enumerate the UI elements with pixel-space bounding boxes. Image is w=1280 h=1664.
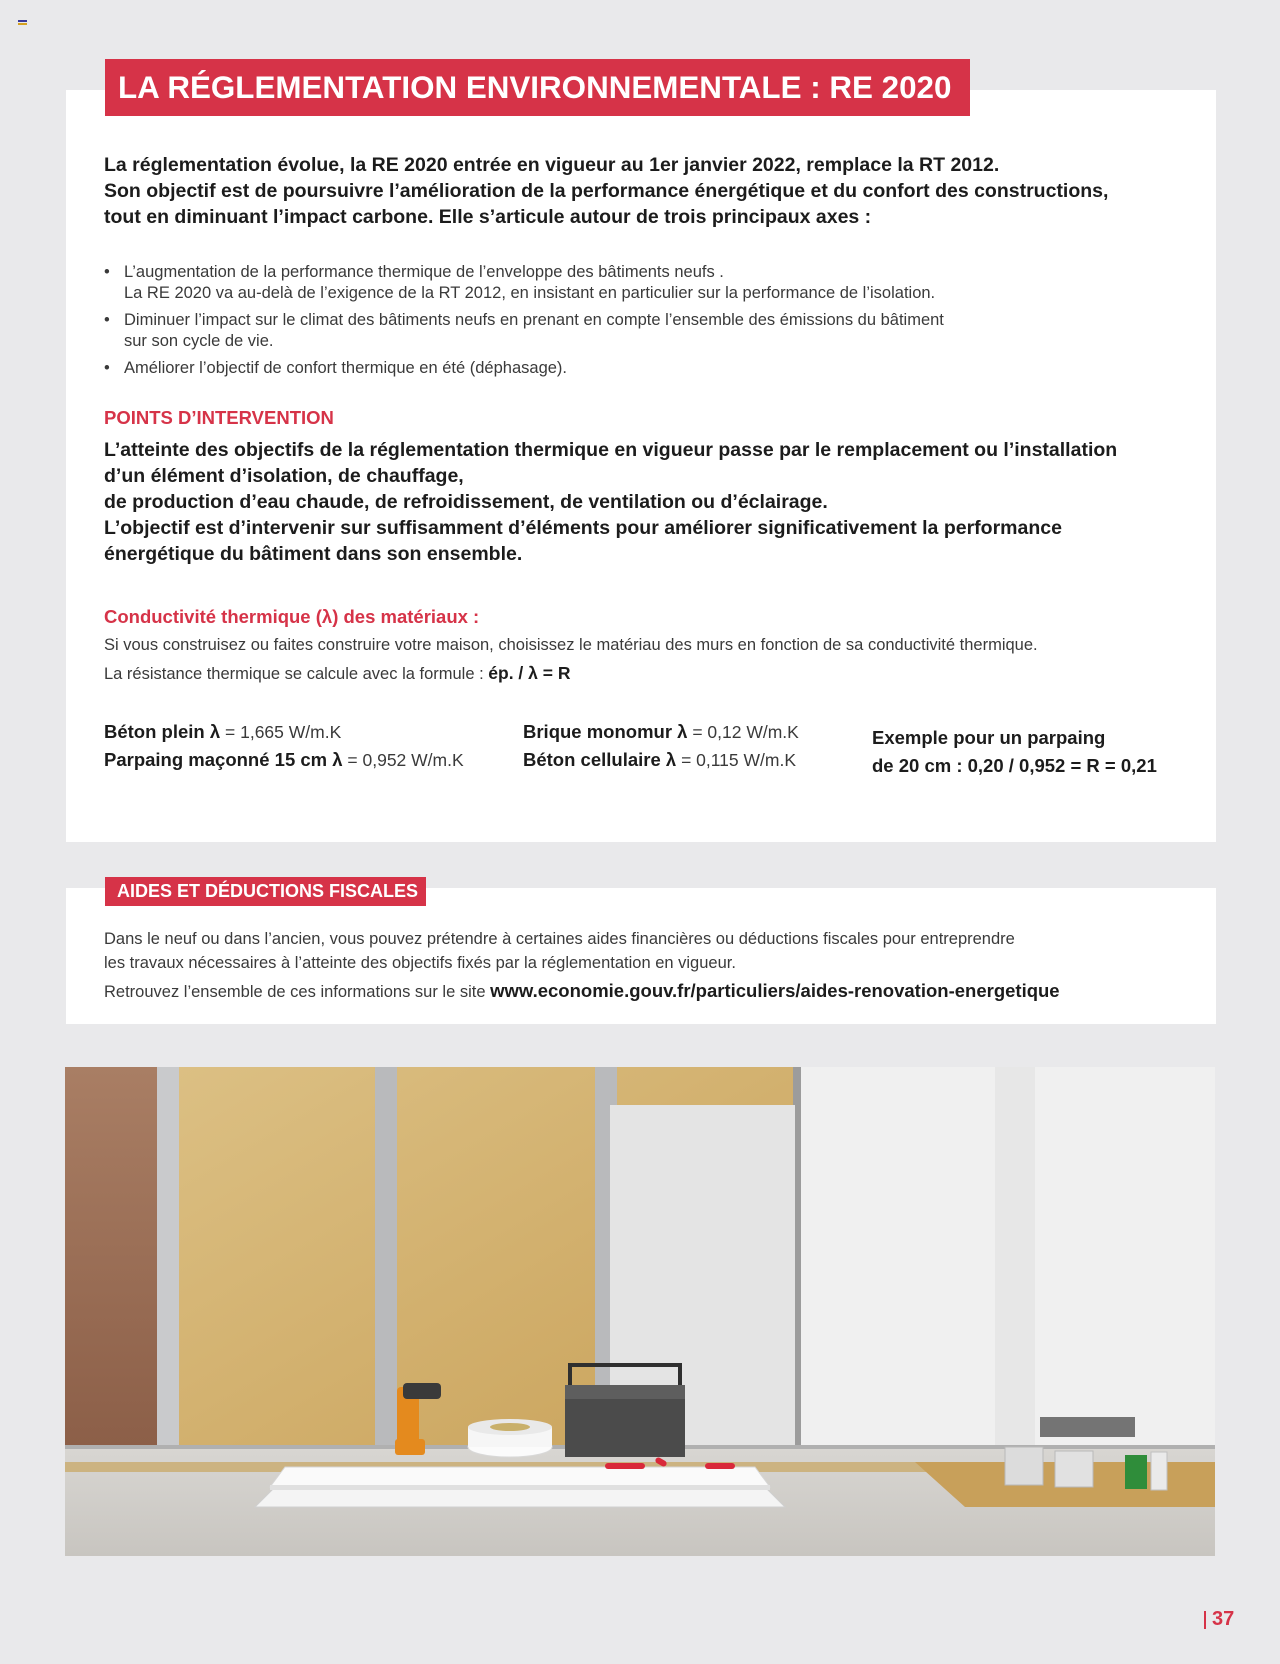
points-line: de production d’eau chaude, de refroidissement, de ventilation ou d’éclairage.: [104, 491, 828, 513]
material-name: Béton plein λ: [104, 721, 221, 742]
intro-line: Son objectif est de poursuivre l’amélioration de la performance énergétique et du confort des constructions,: [104, 180, 1109, 202]
material-beton-cellulaire: [523, 749, 796, 771]
construction-photo: [65, 1067, 1215, 1556]
example-line: de 20 cm : 0,20 / 0,952 = R = 0,21: [872, 755, 1157, 776]
menu-icon[interactable]: [18, 20, 27, 27]
points-line: d’un élément d’isolation, de chauffage,: [104, 465, 464, 487]
intro-paragraph: [104, 152, 1184, 230]
axis-line: • Améliorer l’objectif de confort thermique en été (déphasage).: [124, 359, 567, 377]
formula-line: [104, 663, 570, 684]
aides-heading: AIDES ET DÉDUCTIONS FISCALES: [105, 877, 426, 906]
list-item: [104, 358, 1104, 379]
material-value: = 1,665 W/m.K: [220, 722, 342, 742]
list-item: [104, 262, 1104, 303]
aides-line: Dans le neuf ou dans l’ancien, vous pouvez prétendre à certaines aides financières ou déductions fiscales pour entreprendre: [104, 930, 1015, 948]
points-line: énergétique du bâtiment dans son ensemble.: [104, 543, 523, 565]
page-title: LA RÉGLEMENTATION ENVIRONNEMENTALE : RE 2020: [105, 59, 970, 116]
material-value: = 0,115 W/m.K: [676, 750, 796, 770]
formula: ép. / λ = R: [488, 663, 571, 683]
axis-line: La RE 2020 va au-delà de l’exigence de la RT 2012, en insistant en particulier sur la performance de l’isolation.: [124, 283, 936, 302]
material-name: Béton cellulaire λ: [523, 749, 677, 770]
axis-line: • L’augmentation de la performance thermique de l’enveloppe des bâtiments neufs .: [124, 263, 724, 281]
website-link[interactable]: www.economie.gouv.fr/particuliers/aides-renovation-energetique: [490, 980, 1060, 1001]
axes-list: [104, 262, 1104, 386]
page-number: [1200, 1608, 1234, 1631]
points-heading: POINTS D’INTERVENTION: [104, 407, 334, 428]
material-brique: [523, 721, 799, 743]
list-item: [104, 310, 1104, 351]
intro-line: La réglementation évolue, la RE 2020 entrée en vigueur au 1er janvier 2022, remplace la RT 2012.: [104, 154, 1000, 176]
aides-paragraph: [104, 927, 1204, 975]
formula-prefix: La résistance thermique se calcule avec la formule :: [104, 665, 489, 683]
intro-line: tout en diminuant l’impact carbone. Elle s’articule autour de trois principaux axes :: [104, 206, 872, 228]
aides-link-line: [104, 980, 1060, 1002]
aides-line: les travaux nécessaires à l’atteinte des objectifs fixés par la réglementation en vigueur.: [104, 954, 736, 972]
conductivity-heading: Conductivité thermique (λ) des matériaux :: [104, 606, 480, 627]
page-number-value: 37: [1212, 1608, 1235, 1630]
material-value: = 0,952 W/m.K: [342, 750, 464, 770]
material-value: = 0,12 W/m.K: [687, 722, 799, 742]
axis-line: • Diminuer l’impact sur le climat des bâtiments neufs en prenant en compte l’ensemble des émissions du bâtiment: [124, 311, 944, 329]
conductivity-text: Si vous construisez ou faites construire votre maison, choisissez le matériau des murs en fonction de sa conductivité thermique.: [104, 636, 1038, 654]
points-line: L’atteinte des objectifs de la réglementation thermique en vigueur passe par le remplacement ou l’installation: [104, 439, 1118, 461]
axis-line: sur son cycle de vie.: [124, 331, 274, 350]
material-beton-plein: [104, 721, 341, 743]
calculation-example: [872, 724, 1157, 780]
material-name: Brique monomur λ: [523, 721, 688, 742]
material-parpaing: [104, 749, 464, 771]
example-line: Exemple pour un parpaing: [872, 727, 1106, 748]
points-paragraph: [104, 437, 1194, 567]
points-line: L’objectif est d’intervenir sur suffisamment d’éléments pour améliorer significativement la performance: [104, 517, 1062, 539]
material-name: Parpaing maçonné 15 cm λ: [104, 749, 343, 770]
link-prefix: Retrouvez l’ensemble de ces informations sur le site: [104, 983, 491, 1001]
